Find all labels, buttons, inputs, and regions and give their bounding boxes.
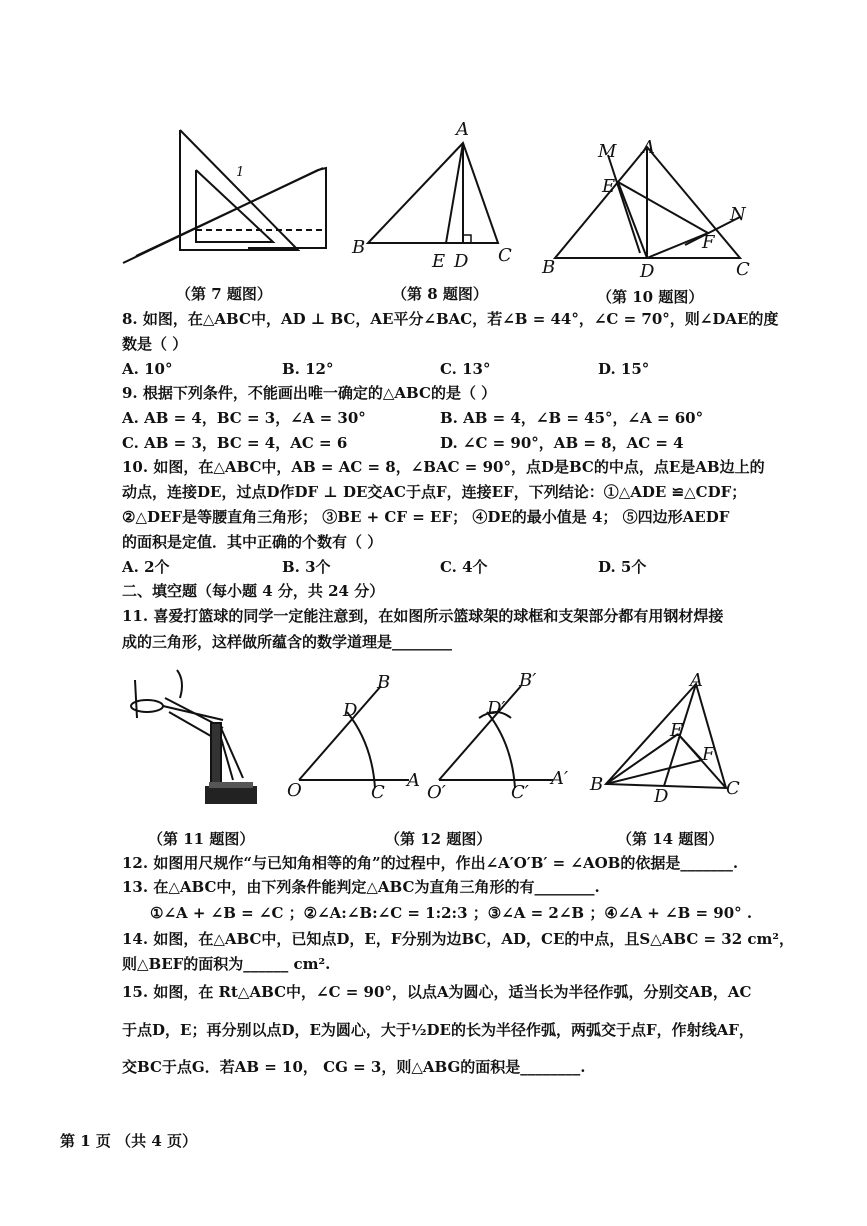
figure-14	[588, 670, 748, 805]
q10-line3: ②△DEF是等腰直角三角形； ③BE + CF = EF； ④DE的最小值是 4； ⑤四边形AEDF	[122, 508, 730, 526]
fig10-label-B: B	[542, 257, 556, 278]
figure-11-basketball-stand	[125, 668, 265, 813]
fig14-label-D: D	[654, 786, 669, 805]
fig8-label-C: C	[498, 245, 512, 266]
fig14-label-E: E	[670, 720, 684, 741]
q10-option-d: D. 5个	[598, 558, 647, 576]
q9-option-d: D. ∠C = 90°，AB = 8，AC = 4	[440, 434, 684, 452]
q12: 12. 如图用尺规作“与已知角相等的角”的过程中，作出∠A′O′B′ = ∠AOB的依据是_______.	[122, 854, 739, 872]
figure-8	[348, 115, 518, 275]
fig10-label-M: M	[598, 141, 617, 162]
fig10-label-N: N	[730, 204, 746, 225]
fig10-label-F: F	[702, 232, 715, 253]
fig12a-label-O: O	[287, 780, 302, 801]
fig10-label-E: E	[602, 176, 616, 197]
fig14-label-B: B	[590, 774, 604, 795]
figure-12a	[285, 672, 425, 802]
caption-fig7: （第 7 题图）	[176, 285, 272, 303]
q9-option-c: C. AB = 3，BC = 4，AC = 6	[122, 434, 348, 452]
fig12b-label-O-prime: O′	[427, 782, 446, 802]
caption-fig12: （第 12 题图）	[385, 830, 492, 848]
caption-fig10: （第 10 题图）	[597, 288, 704, 306]
set-square-inner	[196, 170, 273, 242]
q9-option-b: B. AB = 4，∠B = 45°，∠A = 60°	[440, 409, 704, 427]
fig12b-label-D-prime: D′	[487, 698, 506, 719]
fig8-label-E: E	[432, 251, 446, 272]
q10-line2: 动点，连接DE，过点D作DF ⊥ DE交AC于点F，连接EF，下列结论：①△ADE ≌△CDF；	[122, 483, 747, 501]
q13-line2: ①∠A + ∠B = ∠C ；②∠A:∠B:∠C = 1:2:3 ；③∠A = 2∠B ；④∠A + ∠B = 90° .	[150, 904, 753, 922]
fig12a-label-B: B	[377, 672, 391, 693]
fig10-label-D: D	[640, 261, 655, 280]
figure-10	[540, 135, 760, 280]
q8-line1: 8. 如图，在△ABC中，AD ⊥ BC，AE平分∠BAC，若∠B = 44°，∠C = 70°，则∠DAE的度	[122, 310, 779, 328]
q10-option-c: C. 4个	[440, 558, 488, 576]
q10-option-a: A. 2个	[122, 558, 170, 576]
q8-option-d: D. 15°	[598, 360, 650, 378]
q10-option-b: B. 3个	[282, 558, 331, 576]
fig8-label-A: A	[456, 119, 469, 140]
q11-line2: 成的三角形，这样做所蕴含的数学道理是________	[122, 633, 453, 651]
caption-fig11: （第 11 题图）	[148, 830, 255, 848]
q9-stem: 9. 根据下列条件，不能画出唯一确定的△ABC的是（ ）	[122, 384, 497, 402]
figure-7	[118, 120, 333, 270]
fig7-label-1: 1	[236, 165, 245, 180]
fig14-label-C: C	[726, 778, 740, 799]
q8-option-c: C. 13°	[440, 360, 491, 378]
q15-line2: 于点D，E；再分别以点D，E为圆心，大于½DE的长为半径作弧，两弧交于点F，作射线AF，	[122, 1021, 754, 1039]
caption-fig14: （第 14 题图）	[617, 830, 724, 848]
q14-line1: 14. 如图，在△ABC中，已知点D，E，F分别为边BC，AD，CE的中点，且S△ABC = 32 cm²，	[122, 930, 794, 948]
fig10-label-A: A	[642, 137, 655, 158]
q10-line4: 的面积是定值．其中正确的个数有（ ）	[122, 533, 383, 551]
figure-12b	[425, 672, 575, 802]
q14-line2: 则△BEF的面积为______ cm².	[122, 955, 331, 973]
q8-line2: 数是（ ）	[122, 335, 188, 353]
fig12b-label-A-prime: A′	[551, 768, 569, 789]
q10-line1: 10. 如图，在△ABC中，AB = AC = 8，∠BAC = 90°，点D是BC的中点，点E是AB边上的	[122, 458, 765, 476]
caption-fig8: （第 8 题图）	[392, 285, 488, 303]
q8-option-b: B. 12°	[282, 360, 334, 378]
q13-line1: 13. 在△ABC中，由下列条件能判定△ABC为直角三角形的有________.	[122, 878, 600, 896]
q15-line3: 交BC于点G．若AB = 10， CG = 3，则△ABG的面积是________.	[122, 1058, 586, 1076]
fig12a-label-A: A	[407, 770, 420, 791]
fig12a-label-C: C	[371, 782, 385, 802]
q8-option-a: A. 10°	[122, 360, 173, 378]
fig8-label-B: B	[352, 237, 366, 258]
q15-line1: 15. 如图，在 Rt△ABC中，∠C = 90°，以点A为圆心，适当长为半径作弧，分别交AB，AC	[122, 983, 752, 1001]
fig14-label-A: A	[690, 670, 703, 691]
set-square-outer	[180, 130, 298, 250]
q11-line1: 11. 喜爱打篮球的同学一定能注意到，在如图所示篮球架的球框和支架部分都有用钢材焊接	[122, 607, 724, 625]
section-2-heading: 二、填空题（每小题 4 分，共 24 分）	[122, 582, 385, 600]
fig8-label-D: D	[454, 251, 469, 272]
fig14-label-F: F	[702, 744, 715, 765]
page-footer: 第 1 页 （共 4 页）	[60, 1132, 197, 1150]
fig10-label-C: C	[736, 259, 750, 280]
fig12b-label-B-prime: B′	[519, 672, 537, 691]
fig12a-label-D: D	[343, 700, 358, 721]
q9-option-a: A. AB = 4，BC = 3，∠A = 30°	[122, 409, 366, 427]
fig12b-label-C-prime: C′	[511, 782, 529, 802]
